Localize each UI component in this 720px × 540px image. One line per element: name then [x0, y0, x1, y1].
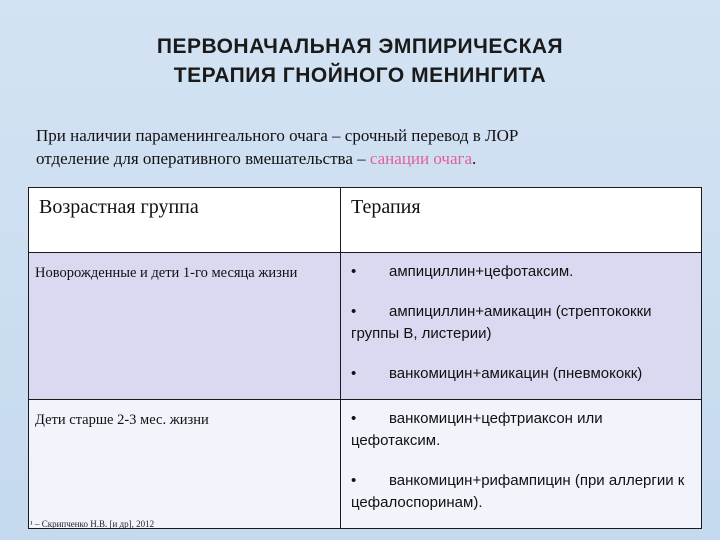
therapy-item [351, 408, 693, 452]
age-group-cell: Дети старше 2-3 мес. жизни [29, 400, 341, 529]
intro-text-a: При наличии параменингеального очага – срочный перевод в ЛОР [36, 126, 519, 145]
intro-highlight: санации очага [369, 149, 473, 168]
bullet: • [351, 365, 357, 382]
therapy-item [351, 301, 693, 345]
bullet: • [351, 410, 357, 427]
title-line-1: ПЕРВОНАЧАЛЬНАЯ ЭМПИРИЧЕСКАЯ [156, 35, 564, 58]
bullet: • [351, 472, 357, 489]
intro-text-b: отделение для оперативного вмешательства – [36, 149, 370, 168]
therapy-item-text: ампициллин+амикацин (стрептококки группы В, листерии) [351, 303, 652, 342]
therapy-cell [341, 400, 702, 529]
header-therapy: Терапия [341, 188, 702, 253]
therapy-item [351, 363, 693, 385]
therapy-item-text: ванкомицин+рифампицин (при аллергии к цефалоспоринам). [351, 472, 685, 511]
therapy-item [351, 261, 693, 283]
therapy-cell [341, 253, 702, 400]
intro-end: . [472, 149, 477, 168]
title-line-2: ТЕРАПИЯ ГНОЙНОГО МЕНИНГИТА [173, 64, 547, 87]
table-row [29, 400, 702, 529]
age-group-cell: Новорожденные и дети 1-го месяца жизни [29, 253, 341, 400]
therapy-item-text: ампициллин+цефотаксим. [389, 263, 574, 280]
intro-paragraph [36, 124, 696, 170]
bullet: • [351, 263, 357, 280]
therapy-item [351, 470, 693, 514]
therapy-table [28, 187, 702, 529]
therapy-item-text: ванкомицин+цефтриаксон или цефотаксим. [351, 410, 603, 449]
bullet: • [351, 303, 357, 320]
table-header-row [29, 188, 702, 253]
therapy-item-text: ванкомицин+амикацин (пневмококк) [389, 365, 643, 382]
table-row [29, 253, 702, 400]
footnote: ¹ – Скрипченко Н.В. [и др], 2012 [30, 519, 155, 529]
page-title [0, 32, 720, 90]
header-age-group: Возрастная группа [29, 188, 341, 253]
